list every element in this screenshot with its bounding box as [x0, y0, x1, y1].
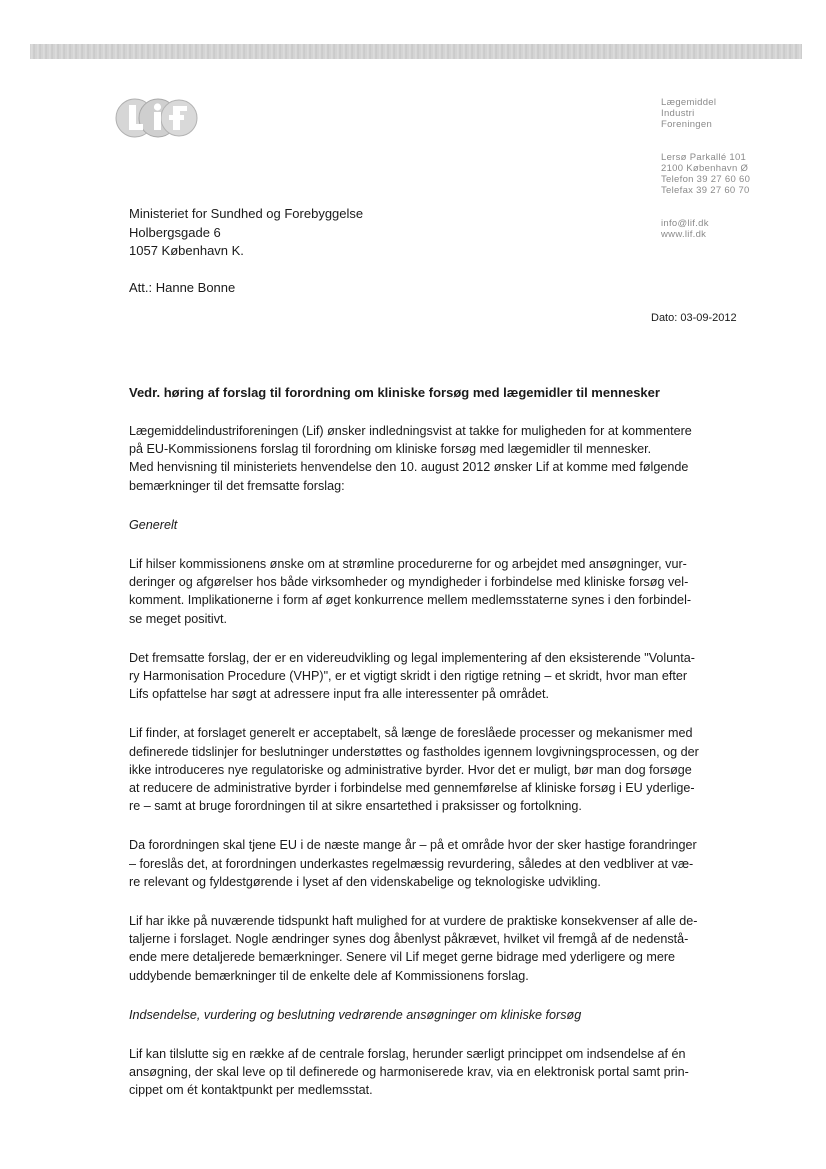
- body-paragraph: [129, 836, 709, 891]
- paragraph-line: komment. Implikationerne i form af øget konkurrence mellem medlemsstaterne synes i den forbindel-: [129, 593, 692, 608]
- paragraph-line: ry Harmonisation Procedure (VHP)", er et vigtigt skridt i den rigtige retning – et skridt, hvor man efter: [129, 669, 688, 684]
- org-address-line: Telefon 39 27 60 60: [661, 174, 751, 185]
- organization-info: [661, 97, 750, 262]
- paragraph-line: Da forordningen skal tjene EU i de næste mange år – på et område hvor der sker hastige forandringer: [129, 838, 697, 853]
- org-name-line: Lægemiddel: [661, 97, 717, 108]
- paragraph-line: at reducere de administrative byrder i forbindelse med gennemførelse af kliniske forsøg i EU yderlige-: [129, 781, 695, 796]
- body-paragraph: [129, 649, 709, 704]
- org-address-line: Telefax 39 27 60 70: [661, 185, 750, 196]
- paragraph-line: Lif hilser kommissionens ønske om at strømline procedurerne for og arbejdet med ansøgninger, vur-: [129, 557, 687, 572]
- attention-line: Att.: Hanne Bonne: [129, 280, 236, 295]
- org-name-line: Foreningen: [661, 119, 713, 130]
- body-paragraph: [129, 555, 709, 628]
- paragraph-line: re – samt at bruge forordningen til at sikre ensartethed i praksisser og fortolkning.: [129, 799, 582, 814]
- paragraph-line: Lægemiddelindustriforeningen (Lif) ønsker indledningsvist at takke for muligheden for at kommentere: [129, 424, 692, 438]
- paragraph-line: Lif finder, at forslaget generelt er acceptabelt, så længe de foreslåede processer og mekanismer med: [129, 726, 693, 741]
- body-paragraph: [129, 724, 709, 815]
- org-address-line: 2100 København Ø: [661, 163, 749, 174]
- recipient-address: [129, 205, 363, 261]
- paragraph-line: deringer og afgørelser hos både virksomheder og myndigheder i forbindelse med kliniske forsøg vel-: [129, 575, 689, 590]
- org-contact-line: info@lif.dk: [661, 218, 709, 229]
- paragraph-line: ende mere detaljerede bemærkninger. Senere vil Lif meget gerne bidrage med yderligere og mere: [129, 950, 676, 965]
- recipient-line: Ministeriet for Sundhed og Forebyggelse: [129, 206, 364, 221]
- scan-artifact-bar: [30, 44, 802, 59]
- org-contact-line: www.lif.dk: [661, 229, 707, 240]
- paragraph-line: ansøgning, der skal leve op til definerede og harmoniserede krav, via en elektronisk portal samt prin-: [129, 1065, 689, 1080]
- paragraph-line: cippet om ét kontaktpunkt per medlemsstat.: [129, 1083, 373, 1098]
- paragraph-line: bemærkninger til det fremsatte forslag:: [129, 478, 345, 493]
- section-heading: [129, 1006, 709, 1024]
- paragraph-line: Lif har ikke på nuværende tidspunkt haft mulighed for at vurdere de praktiske konsekvenser af alle de-: [129, 914, 698, 929]
- paragraph-line: re relevant og fyldestgørende i lyset af den videnskabelige og teknologiske udvikling.: [129, 874, 601, 889]
- paragraph-line: uddybende bemærkninger til de enkelte dele af Kommissionens forslag.: [129, 968, 529, 983]
- paragraph-line: Med henvisning til ministeriets henvendelse den 10. august 2012 ønsker Lif at komme med følgende: [129, 460, 689, 475]
- section-heading: [129, 516, 709, 534]
- body-paragraph: [129, 1045, 709, 1100]
- org-name-line: Industri: [661, 108, 695, 119]
- paragraph-line: Det fremsatte forslag, der er en videreudvikling og legal implementering af den eksisterende "Volunta-: [129, 650, 695, 665]
- letter-subject: Vedr. høring af forslag til forordning om kliniske forsøg med lægemidler til mennesker: [129, 385, 660, 400]
- recipient-line: Holbergsgade 6: [129, 224, 221, 240]
- paragraph-line: definerede tidslinjer for beslutninger understøttes og fastholdes igennem lovgivningsprocessen, og der: [129, 744, 699, 759]
- recipient-line: 1057 København K.: [129, 243, 244, 258]
- paragraph-line: – foreslås det, at forordningen underkastes regelmæssig revurdering, således at den vedbliver at væ-: [129, 856, 694, 871]
- paragraph-line: se meget positivt.: [129, 611, 227, 626]
- lif-logo: [113, 96, 199, 140]
- paragraph-line: Generelt: [129, 517, 178, 532]
- paragraph-line: Lifs opfattelse har søgt at adressere input fra alle interessenter på området.: [129, 687, 550, 702]
- body-paragraph: [129, 422, 709, 495]
- paragraph-line: Lif kan tilslutte sig en række af de centrale forslag, herunder særligt princippet om indsendelse af én: [129, 1047, 686, 1062]
- paragraph-line: ikke introduceres nye regulatoriske og administrative byrder. Hvor det er muligt, bør man dog forsøge: [129, 762, 692, 777]
- paragraph-line: på EU-Kommissionens forslag til forordning om kliniske forsøg med lægemidler til mennesker.: [129, 442, 652, 457]
- letter-date: Dato: 03-09-2012: [651, 312, 737, 324]
- letter-body: [129, 422, 709, 1121]
- paragraph-line: Indsendelse, vurdering og beslutning vedrørende ansøgninger om kliniske forsøg: [129, 1007, 582, 1022]
- org-address-line: Lersø Parkallé 101: [661, 152, 747, 163]
- paragraph-line: taljerne i forslaget. Nogle ændringer synes dog åbenlyst påkrævet, hvilket vil fremgå af de nedenstå-: [129, 932, 689, 947]
- body-paragraph: [129, 912, 709, 985]
